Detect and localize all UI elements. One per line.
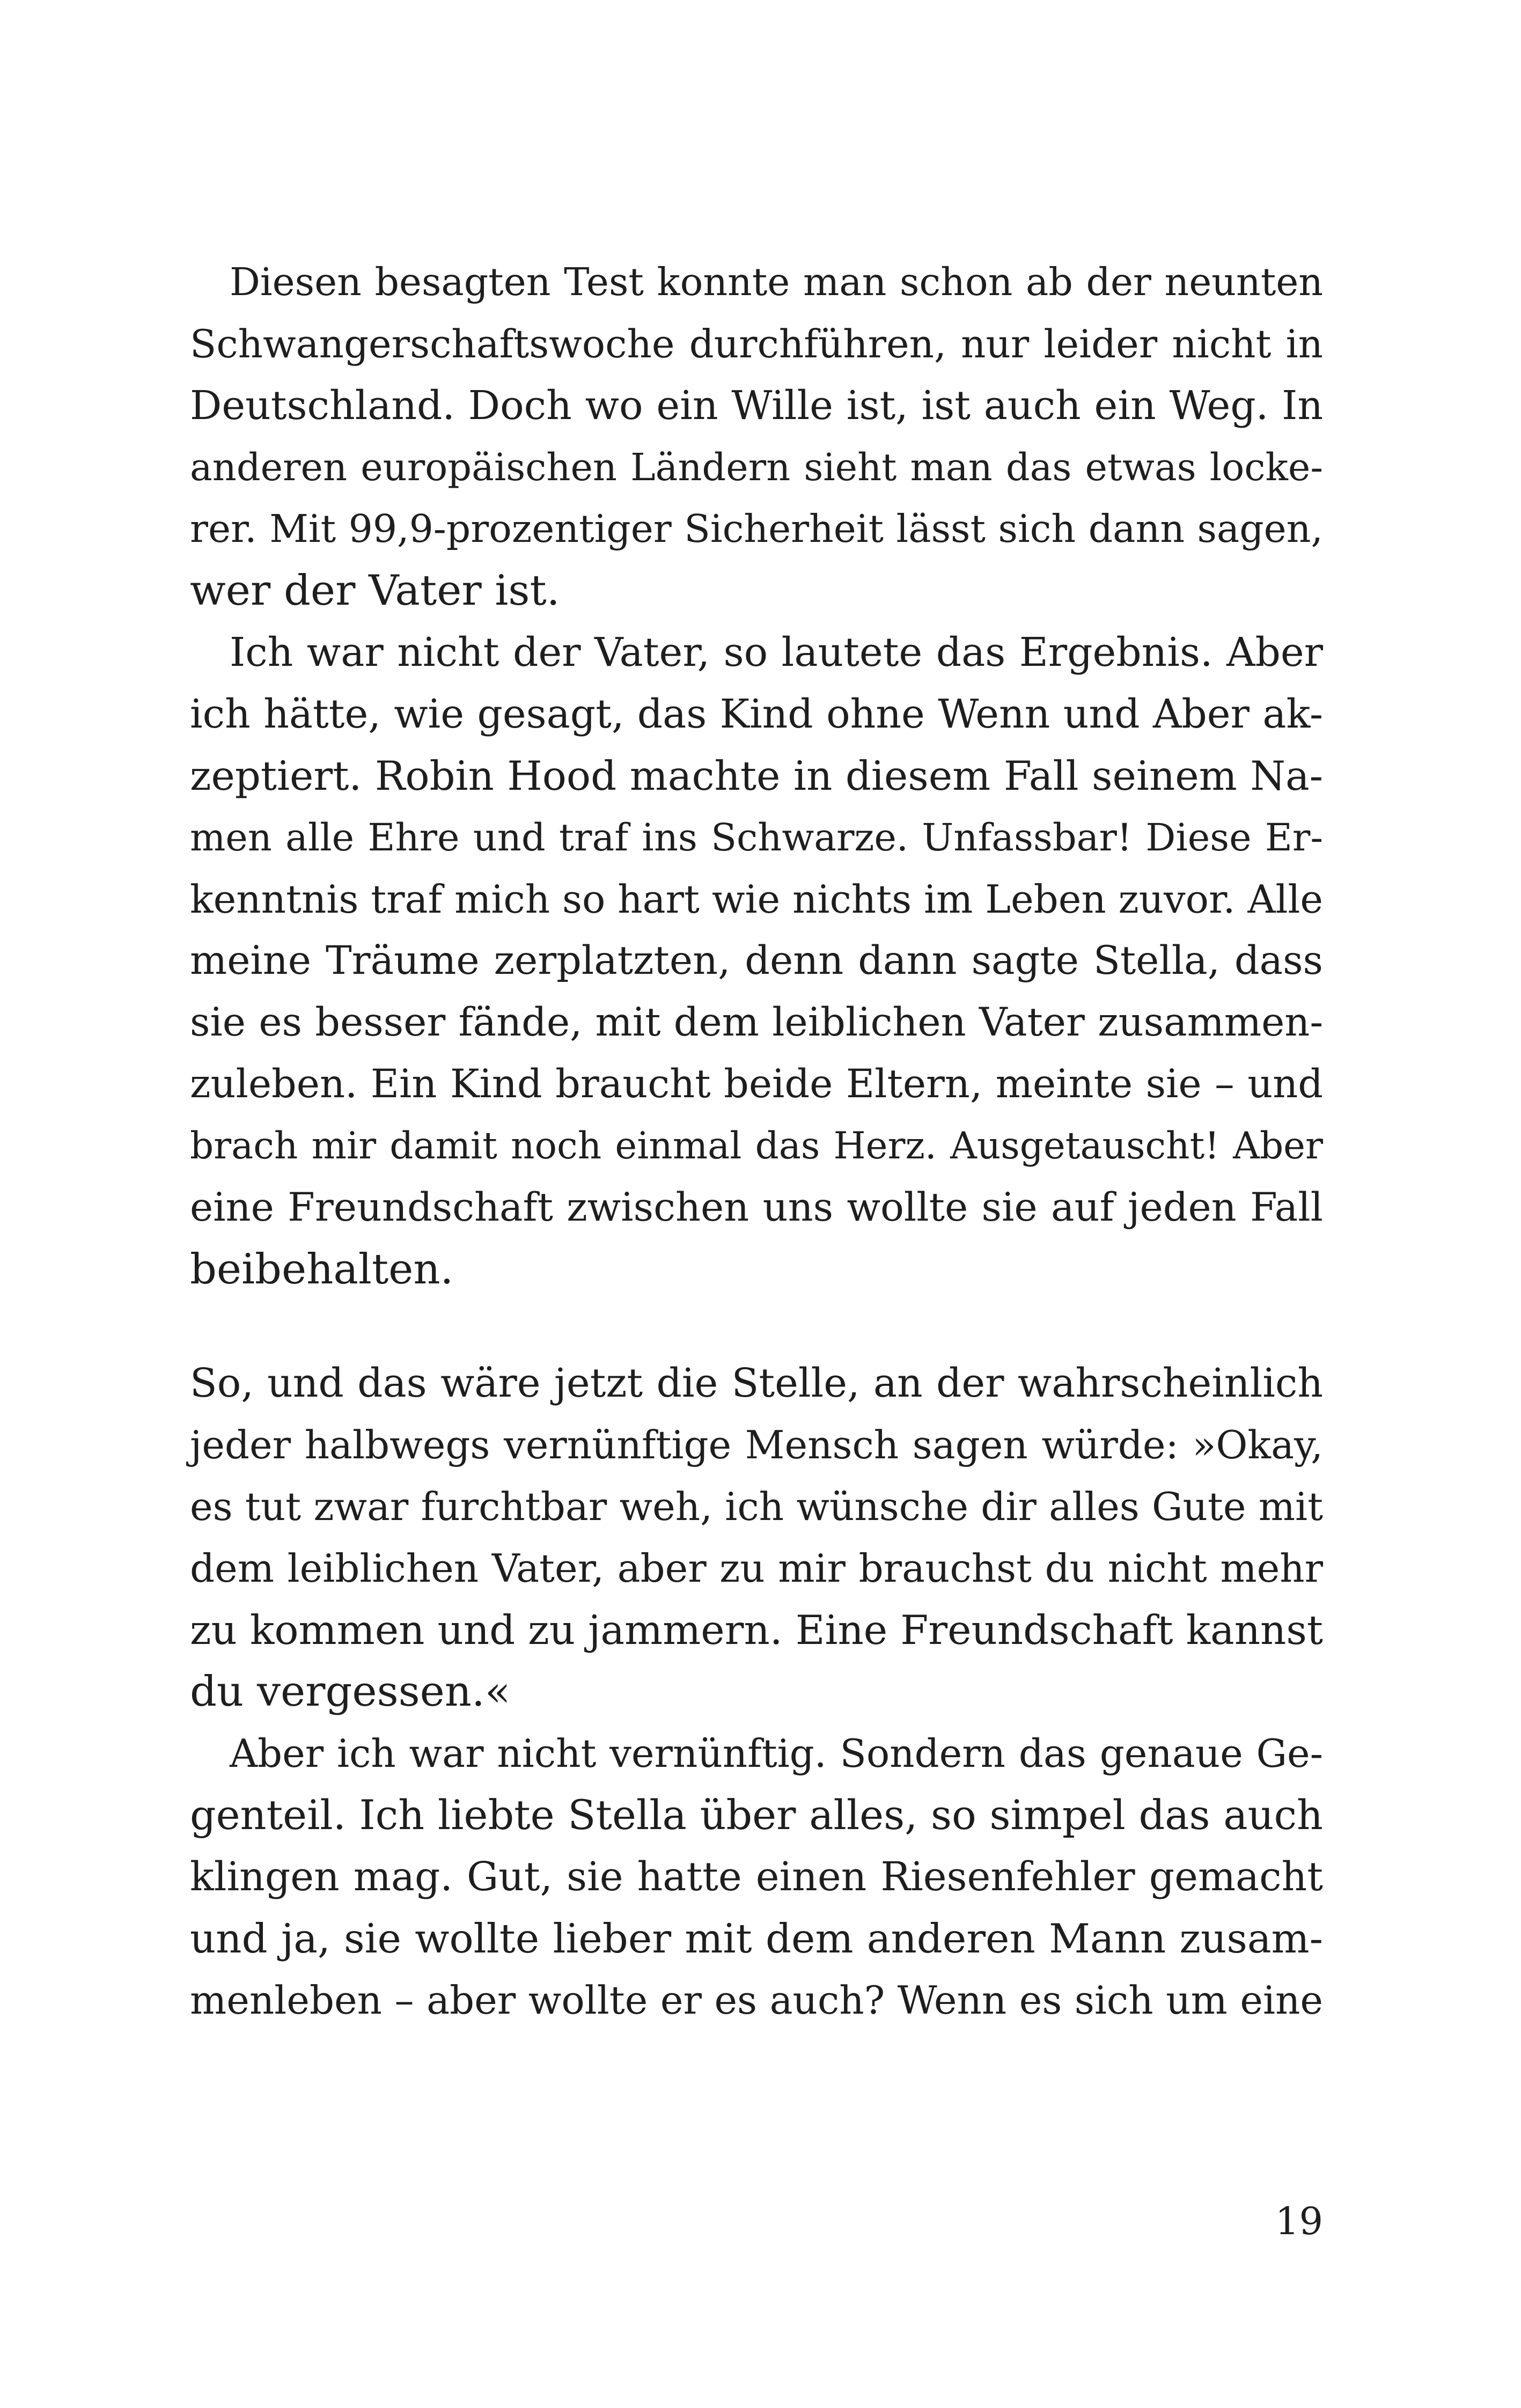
- page-number: 19: [1275, 2199, 1323, 2243]
- text-line: dem leiblichen Vater, aber zu mir brauchst du nicht mehr: [190, 1546, 1323, 1591]
- text-line: kenntnis traf mich so hart wie nichts im Leben zuvor. Alle: [190, 877, 1323, 922]
- text-line: Diesen besagten Test konnte man schon ab der neunten: [230, 260, 1323, 304]
- text-line: So, und das wäre jetzt die Stelle, an der wahrscheinlich: [190, 1360, 1323, 1406]
- text-line: menleben – aber wollte er es auch? Wenn es sich um eine: [190, 1978, 1323, 2023]
- text-line: Aber ich war nicht vernünftig. Sondern das genaue Ge-: [230, 1731, 1323, 1776]
- text-line: ich hätte, wie gesagt, das Kind ohne Wenn und Aber ak-: [190, 691, 1323, 737]
- text-line: Ich war nicht der Vater, so lautete das Ergebnis. Aber: [230, 629, 1323, 676]
- text-line: eine Freundschaft zwischen uns wollte sie auf jeden Fall: [190, 1185, 1323, 1230]
- text-line: wer der Vater ist.: [190, 567, 560, 615]
- text-line: rer. Mit 99,9-prozentiger Sicherheit lässt sich dann sagen,: [190, 506, 1323, 551]
- text-line: anderen europäischen Ländern sieht man das etwas locke-: [190, 445, 1323, 489]
- text-line: und ja, sie wollte lieber mit dem anderen Mann zusam-: [190, 1915, 1323, 1962]
- text-line: men alle Ehre und traf ins Schwarze. Unfassbar! Diese Er-: [190, 816, 1323, 860]
- text-line: sie es besser fände, mit dem leiblichen Vater zusammen-: [190, 1000, 1323, 1045]
- text-line: jeder halbwegs vernünftige Mensch sagen würde: »Okay,: [190, 1422, 1323, 1467]
- text-line: es tut zwar furchtbar weh, ich wünsche dir alles Gute mit: [190, 1484, 1323, 1529]
- text-line: zu kommen und zu jammern. Eine Freundschaft kannst: [190, 1606, 1323, 1654]
- text-line: klingen mag. Gut, sie hatte einen Riesenfehler gemacht: [190, 1854, 1323, 1900]
- text-line: Schwangerschaftswoche durchführen, nur leider nicht in: [190, 321, 1323, 366]
- text-line: zuleben. Ein Kind braucht beide Eltern, meinte sie – und: [190, 1061, 1323, 1107]
- text-line: Deutschland. Doch wo ein Wille ist, ist auch ein Weg. In: [190, 383, 1323, 429]
- text-line: brach mir damit noch einmal das Herz. Ausgetauscht! Aber: [190, 1125, 1323, 1168]
- text-line: zeptiert. Robin Hood machte in diesem Fall seinem Na-: [190, 752, 1323, 799]
- text-line: beibehalten.: [190, 1245, 454, 1294]
- text-line: du vergessen.«: [190, 1668, 511, 1716]
- text-line: genteil. Ich liebte Stella über alles, so simpel das auch: [190, 1791, 1323, 1839]
- text-line: meine Träume zerplatzten, denn dann sagte Stella, dass: [190, 938, 1323, 983]
